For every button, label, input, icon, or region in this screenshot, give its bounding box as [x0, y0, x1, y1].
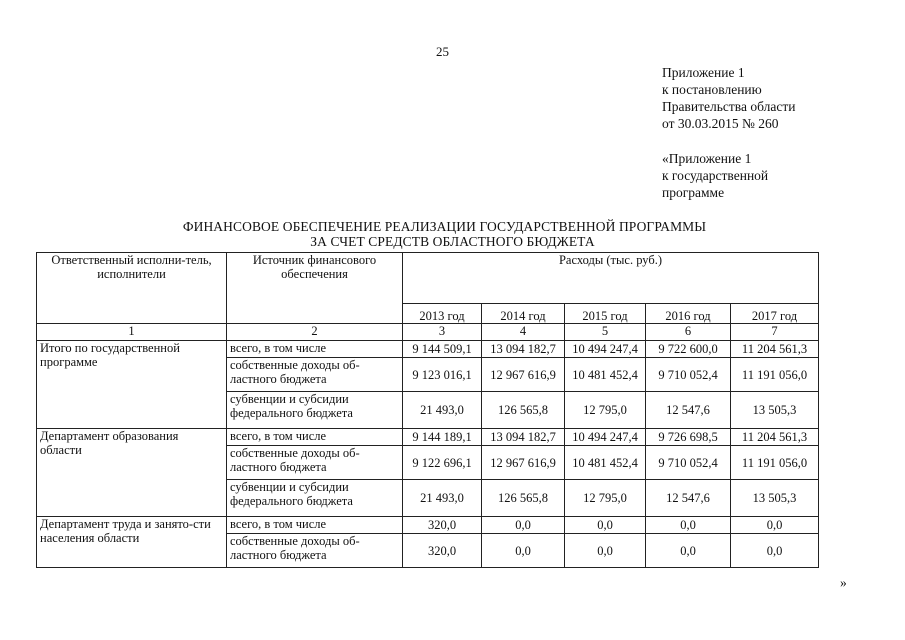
- title-line-2: ЗА СЧЕТ СРЕДСТВ ОБЛАСТНОГО БЮДЖЕТА: [310, 234, 595, 249]
- value-cell: 0,0: [731, 517, 819, 534]
- source-cell: собственные доходы об-ластного бюджета: [227, 446, 403, 480]
- responsible-cell: Департамент труда и занято-сти населения области: [37, 517, 227, 568]
- closing-quote: »: [840, 575, 847, 590]
- source-cell: субвенции и субсидии федерального бюджета: [227, 392, 403, 429]
- value-cell: 9 144 509,1: [403, 341, 482, 358]
- column-number: 7: [731, 324, 819, 341]
- header-source: Источник финансового обеспечения: [227, 253, 403, 324]
- column-number: 4: [482, 324, 565, 341]
- column-number: 3: [403, 324, 482, 341]
- value-cell: 320,0: [403, 517, 482, 534]
- value-cell: 9 144 189,1: [403, 429, 482, 446]
- year-header: 2016 год: [646, 304, 731, 324]
- table-row: [37, 341, 819, 358]
- column-number: 6: [646, 324, 731, 341]
- value-cell: 0,0: [646, 534, 731, 568]
- value-cell: 0,0: [731, 534, 819, 568]
- column-number: 5: [565, 324, 646, 341]
- value-cell: 12 795,0: [565, 480, 646, 517]
- appendix-line: от 30.03.2015 № 260: [662, 116, 779, 131]
- value-cell: 13 094 182,7: [482, 341, 565, 358]
- source-cell: всего, в том числе: [227, 517, 403, 534]
- year-header: 2017 год: [731, 304, 819, 324]
- source-cell: всего, в том числе: [227, 429, 403, 446]
- value-cell: 11 204 561,3: [731, 341, 819, 358]
- header-responsible: Ответственный исполни-тель, исполнители: [37, 253, 227, 324]
- value-cell: 11 204 561,3: [731, 429, 819, 446]
- value-cell: 9 710 052,4: [646, 446, 731, 480]
- value-cell: 0,0: [482, 534, 565, 568]
- appendix-quote-line: программе: [662, 185, 725, 200]
- value-cell: 11 191 056,0: [731, 446, 819, 480]
- table-header-row: [37, 253, 819, 304]
- source-cell: всего, в том числе: [227, 341, 403, 358]
- value-cell: 10 481 452,4: [565, 358, 646, 392]
- appendix-line: к постановлению: [662, 82, 762, 97]
- value-cell: 9 122 696,1: [403, 446, 482, 480]
- appendix-reference: [662, 64, 795, 132]
- table-row: [37, 429, 819, 446]
- header-expenses: Расходы (тыс. руб.): [403, 253, 819, 304]
- value-cell: 9 722 600,0: [646, 341, 731, 358]
- page-number: 25: [436, 44, 449, 59]
- value-cell: 10 494 247,4: [565, 429, 646, 446]
- appendix-quote: [662, 150, 768, 201]
- value-cell: 12 795,0: [565, 392, 646, 429]
- value-cell: 12 967 616,9: [482, 358, 565, 392]
- value-cell: 320,0: [403, 534, 482, 568]
- responsible-cell: Департамент образования области: [37, 429, 227, 517]
- value-cell: 126 565,8: [482, 480, 565, 517]
- value-cell: 12 967 616,9: [482, 446, 565, 480]
- value-cell: 13 505,3: [731, 480, 819, 517]
- value-cell: 12 547,6: [646, 392, 731, 429]
- value-cell: 10 494 247,4: [565, 341, 646, 358]
- value-cell: 9 710 052,4: [646, 358, 731, 392]
- appendix-quote-line: к государственной: [662, 168, 769, 183]
- title-line-1: ФИНАНСОВОЕ ОБЕСПЕЧЕНИЕ РЕАЛИЗАЦИИ ГОСУДАРСТВЕННОЙ ПРОГРАММЫ: [182, 219, 707, 234]
- source-cell: субвенции и субсидии федерального бюджета: [227, 480, 403, 517]
- document-title: [0, 219, 905, 249]
- year-header: 2014 год: [482, 304, 565, 324]
- column-number-row: [37, 324, 819, 341]
- value-cell: 0,0: [646, 517, 731, 534]
- source-cell: собственные доходы об-ластного бюджета: [227, 358, 403, 392]
- value-cell: 10 481 452,4: [565, 446, 646, 480]
- value-cell: 21 493,0: [403, 480, 482, 517]
- value-cell: 9 123 016,1: [403, 358, 482, 392]
- responsible-cell: Итого по государственной программе: [37, 341, 227, 429]
- value-cell: 0,0: [482, 517, 565, 534]
- value-cell: 0,0: [565, 517, 646, 534]
- table-row: [37, 517, 819, 534]
- appendix-line: Приложение 1: [662, 65, 745, 80]
- financing-table: [36, 252, 819, 568]
- year-header: 2013 год: [403, 304, 482, 324]
- value-cell: 13 505,3: [731, 392, 819, 429]
- value-cell: 12 547,6: [646, 480, 731, 517]
- value-cell: 21 493,0: [403, 392, 482, 429]
- appendix-line: Правительства области: [662, 99, 796, 114]
- column-number: 2: [227, 324, 403, 341]
- value-cell: 13 094 182,7: [482, 429, 565, 446]
- value-cell: 9 726 698,5: [646, 429, 731, 446]
- value-cell: 11 191 056,0: [731, 358, 819, 392]
- value-cell: 126 565,8: [482, 392, 565, 429]
- source-cell: собственные доходы об-ластного бюджета: [227, 534, 403, 568]
- column-number: 1: [37, 324, 227, 341]
- value-cell: 0,0: [565, 534, 646, 568]
- appendix-quote-line: «Приложение 1: [662, 151, 752, 166]
- year-header: 2015 год: [565, 304, 646, 324]
